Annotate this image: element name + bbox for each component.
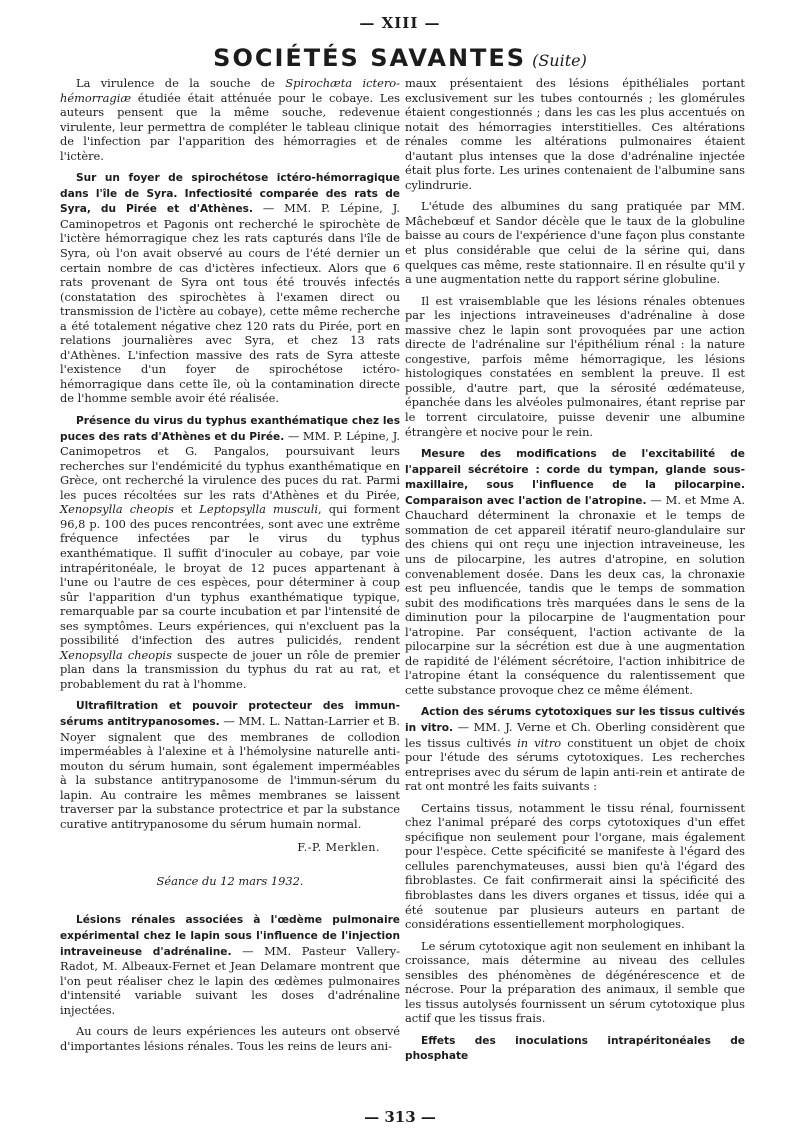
text: suspecte de jouer un rôle de premier plan dans la transmission du typhus du rat au rat, et probablement du rat à l'homme. — [60, 647, 400, 691]
text: — MM. J. Verne et Ch. Oberling considèrent que les tissus cultivés — [405, 719, 745, 750]
text: La virulence de la souche de — [76, 76, 286, 90]
paragraph — [60, 413, 400, 691]
roman-page-number: — XIII — — [359, 14, 441, 32]
title-suite: (Suite) — [532, 51, 587, 70]
section-heading: Ultrafiltration et pouvoir protecteur des immun-sérums antitrypanosomes. — [60, 700, 400, 728]
species-name: Xenopsylla cheopis — [60, 502, 174, 517]
signature: F.-P. Merklen. — [297, 841, 380, 855]
text: étudiée était atténuée pour le cobaye. Les auteurs pensent que la même souche, redevenue virulente, leur permettra de compléter le tableau clinique de l'infection par l'apparition des hémorragies et de l'ictère. — [60, 90, 400, 163]
left-column — [60, 76, 400, 1060]
section-heading: Lésions rénales associées à l'œdème pulmonaire expérimental chez le lapin sous l'influence de l'injection intraveineuse d'adrénaline. — [60, 914, 400, 958]
text: — MM. P. Lépine, J. Caminopetros et Pagonis ont recherché le spirochète de l'ictère hémorragique chez les rats capturés dans l'île de Syra, où l'on avait observé au cours de l'été dernier un certain nombre de cas d'ictères infectieux. Alors que 6 rats provenant de Syra ont tous été trouvés infectés (constatation des spirochètes à l'examen direct ou transmission de l'ictère au cobaye), cette même recherche a été totalement négative chez 120 rats du Pirée, port en relations journalières avec Syra, et chez 13 rats d'Athènes. L'infection massive des rats de Syra atteste l'existence d'un foyer de spirochétose ictéro-hémorragique dans cette île, où la contamination directe de l'homme semble avoir été réalisée. — [60, 201, 400, 406]
title-main: SOCIÉTÉS SAVANTES — [213, 44, 527, 72]
paragraph — [60, 170, 400, 406]
text: — MM. L. Nattan-Larrier et B. Noyer signalent que des membranes de collodion imperméables à l'alexine et à l'hémolysine naturelle anti-mouton du sérum humain, sont également imperméables à la substance antitrypanosome de l'immun-sérum du lapin. Au contraire les mêmes membranes se laissent traverser par la substance protectrice et par la substance curative antitrypanosome du sérum humain normal. — [60, 713, 400, 831]
paragraph — [405, 446, 745, 697]
right-column — [405, 76, 745, 1071]
text: constituent un objet de choix pour l'étude des sérums cytotoxiques. Les recherches entreprises avec du sérum de lapin anti-rein et antirate de rat ont montré les faits suivants : — [405, 735, 746, 794]
paragraph: Il est vraisemblable que les lésions rénales obtenues par les injections intraveineuses d'adrénaline à dose massive chez le lapin sont provoquées par une action directe de l'adrénaline sur l'épithélium rénal : la nature congestive, parfois même hémorragique, les lésions histologiques constatées en semblent la preuve. Il est possible, d'autre part, que la sérosité œdémateuse, épanchée dans les alvéoles pulmonaires, étant reprise par le torrent circulatoire, puisse devenir une albumine étrangère et nocive pour le rein. — [405, 293, 745, 439]
text: — M. et Mme A. Chauchard déterminent la chronaxie et le temps de sommation de cet appareil itératif neuro-glandulaire sur des chiens qui ont reçu une injection intraveineuse, les uns de pilocarpine, les autres d'atropine, en solution convenablement dosée. Dans les deux cas, la chronaxie est peu influencée, tandis que le temps de sommation subit des modifications très marquées dans le sens de la diminution pour la pilocarpine de l'augmentation pour l'atropine. Par conséquent, l'action activante de la pilocarpine sur la sécrétion est due à une augmentation de rapidité de l'élément sécrétoire, l'action inhibitrice de l'atropine étant la conséquence du ralentissement que cette substance provoque chez ce même élément. — [405, 492, 745, 697]
paragraph: Le sérum cytotoxique agit non seulement en inhibant la croissance, mais détermine au niveau des cellules sensibles des phénomènes de dégénérescence et de nécrose. Pour la préparation des animaux, il semble que les tissus autolysés fournissent un sérum cytotoxique plus actif que les tissus frais. — [405, 938, 745, 1026]
species-name: Xenopsylla cheopis — [60, 647, 172, 662]
text: et — [173, 502, 200, 517]
text: — MM. P. Lépine, J. Canimopetros et G. Pangalos, poursuivant leurs recherches sur l'endémicité du typhus exanthématique en Grèce, ont recherché la virulence des puces du rat. Parmi les puces récoltées sur les rats d'Athènes et du Pirée, — [60, 428, 401, 502]
paragraph — [405, 1033, 745, 1064]
paragraph — [60, 912, 400, 1017]
latin-term: in vitro — [517, 735, 562, 750]
page-title — [0, 44, 800, 72]
section-heading: Effets des inoculations intrapéritonéales de phosphate — [405, 1034, 745, 1063]
text: — MM. Pasteur Vallery-Radot, M. Albeaux-Fernet et Jean Delamare montrent que l'on peut réaliser chez le lapin des œdèmes pulmonaires d'intensité variable suivant les doses d'adrénaline injectées. — [60, 943, 401, 1017]
page-number: — 313 — — [364, 1108, 436, 1126]
section-heading: Action des sérums cytotoxiques sur les tissus cultivés in vitro. — [405, 706, 745, 734]
section-heading: Présence du virus du typhus exanthématique chez les puces des rats d'Athènes et du Pirée. — [60, 415, 400, 443]
paragraph: Certains tissus, notamment le tissu rénal, fournissent chez l'animal préparé des corps cytotoxiques d'un effet spécifique non seulement pour l'organe, mais également pour l'espèce. Cette spécificité se manifeste à l'égard des cellules parenchymateuses, aussi bien qu'à l'égard des fibroblastes. Ce fait confirmerait ainsi la spécificité des fibroblastes dans les divers organes et tissus, idée qui a été soutenue par plusieurs auteurs en partant de considérations essentiellement morphologiques. — [405, 800, 745, 932]
session-date: Séance du 12 mars 1932. — [156, 873, 304, 888]
paragraph: Au cours de leurs expériences les auteurs ont observé d'importantes lésions rénales. Tous les reins de leurs ani- — [60, 1024, 400, 1053]
paragraph — [405, 704, 745, 793]
section-heading: Sur un foyer de spirochétose ictéro-hémorragique dans l'île de Syra. Infectiosité comparée des rats de Syra, du Pirée et d'Athènes. — [60, 172, 400, 216]
paragraph — [60, 698, 400, 831]
text: , qui forment 96,8 p. 100 des puces rencontrées, sont avec une extrême fréquence infectées par le virus du typhus exanthématique. Il suffit d'inoculer au cobaye, par voie intrapéritonéale, le broyat de 12 puces appartenant à l'une ou l'autre de ces espèces, pour déterminer à coup sûr l'apparition d'un typhus exanthématique typique, remarquable par sa courte incubation et par l'intensité de ses symptômes. Leurs expériences, qui n'excluent pas la possibilité d'infection des autres pulicidés, rendent — [60, 502, 400, 648]
paragraph: L'étude des albumines du sang pratiquée par MM. Mâchebœuf et Sandor décèle que le taux de la globuline baisse au cours de l'expérience d'une façon plus constante et plus considérable que celui de la sérine qui, dans quelques cas même, reste stationnaire. Il en résulte qu'il y a une augmentation nette du rapport sérine globuline. — [405, 199, 745, 287]
paragraph — [60, 76, 400, 163]
section-heading: Mesure des modifications de l'excitabilité de l'appareil sécrétoire : corde du tympan, glande sous-maxillaire, sous l'influence de la pilocarpine. Comparaison avec l'action de l'atropine. — [405, 448, 745, 507]
paragraph: maux présentaient des lésions épithéliales portant exclusivement sur les tubes contournés ; les glomérules étaient congestionnés ; dans les cas les plus accentués on notait des hémorragies interstitielles. Ces altérations rénales comme les altérations pulmonaires étaient d'autant plus intenses que la dose d'adrénaline injectée était plus forte. Les urines contenaient de l'albumine sans cylindrurie. — [405, 76, 745, 192]
species-name: Leptopsylla musculi — [199, 502, 319, 517]
species-name: Spirochæta ictero-hémorragiæ — [60, 76, 400, 105]
